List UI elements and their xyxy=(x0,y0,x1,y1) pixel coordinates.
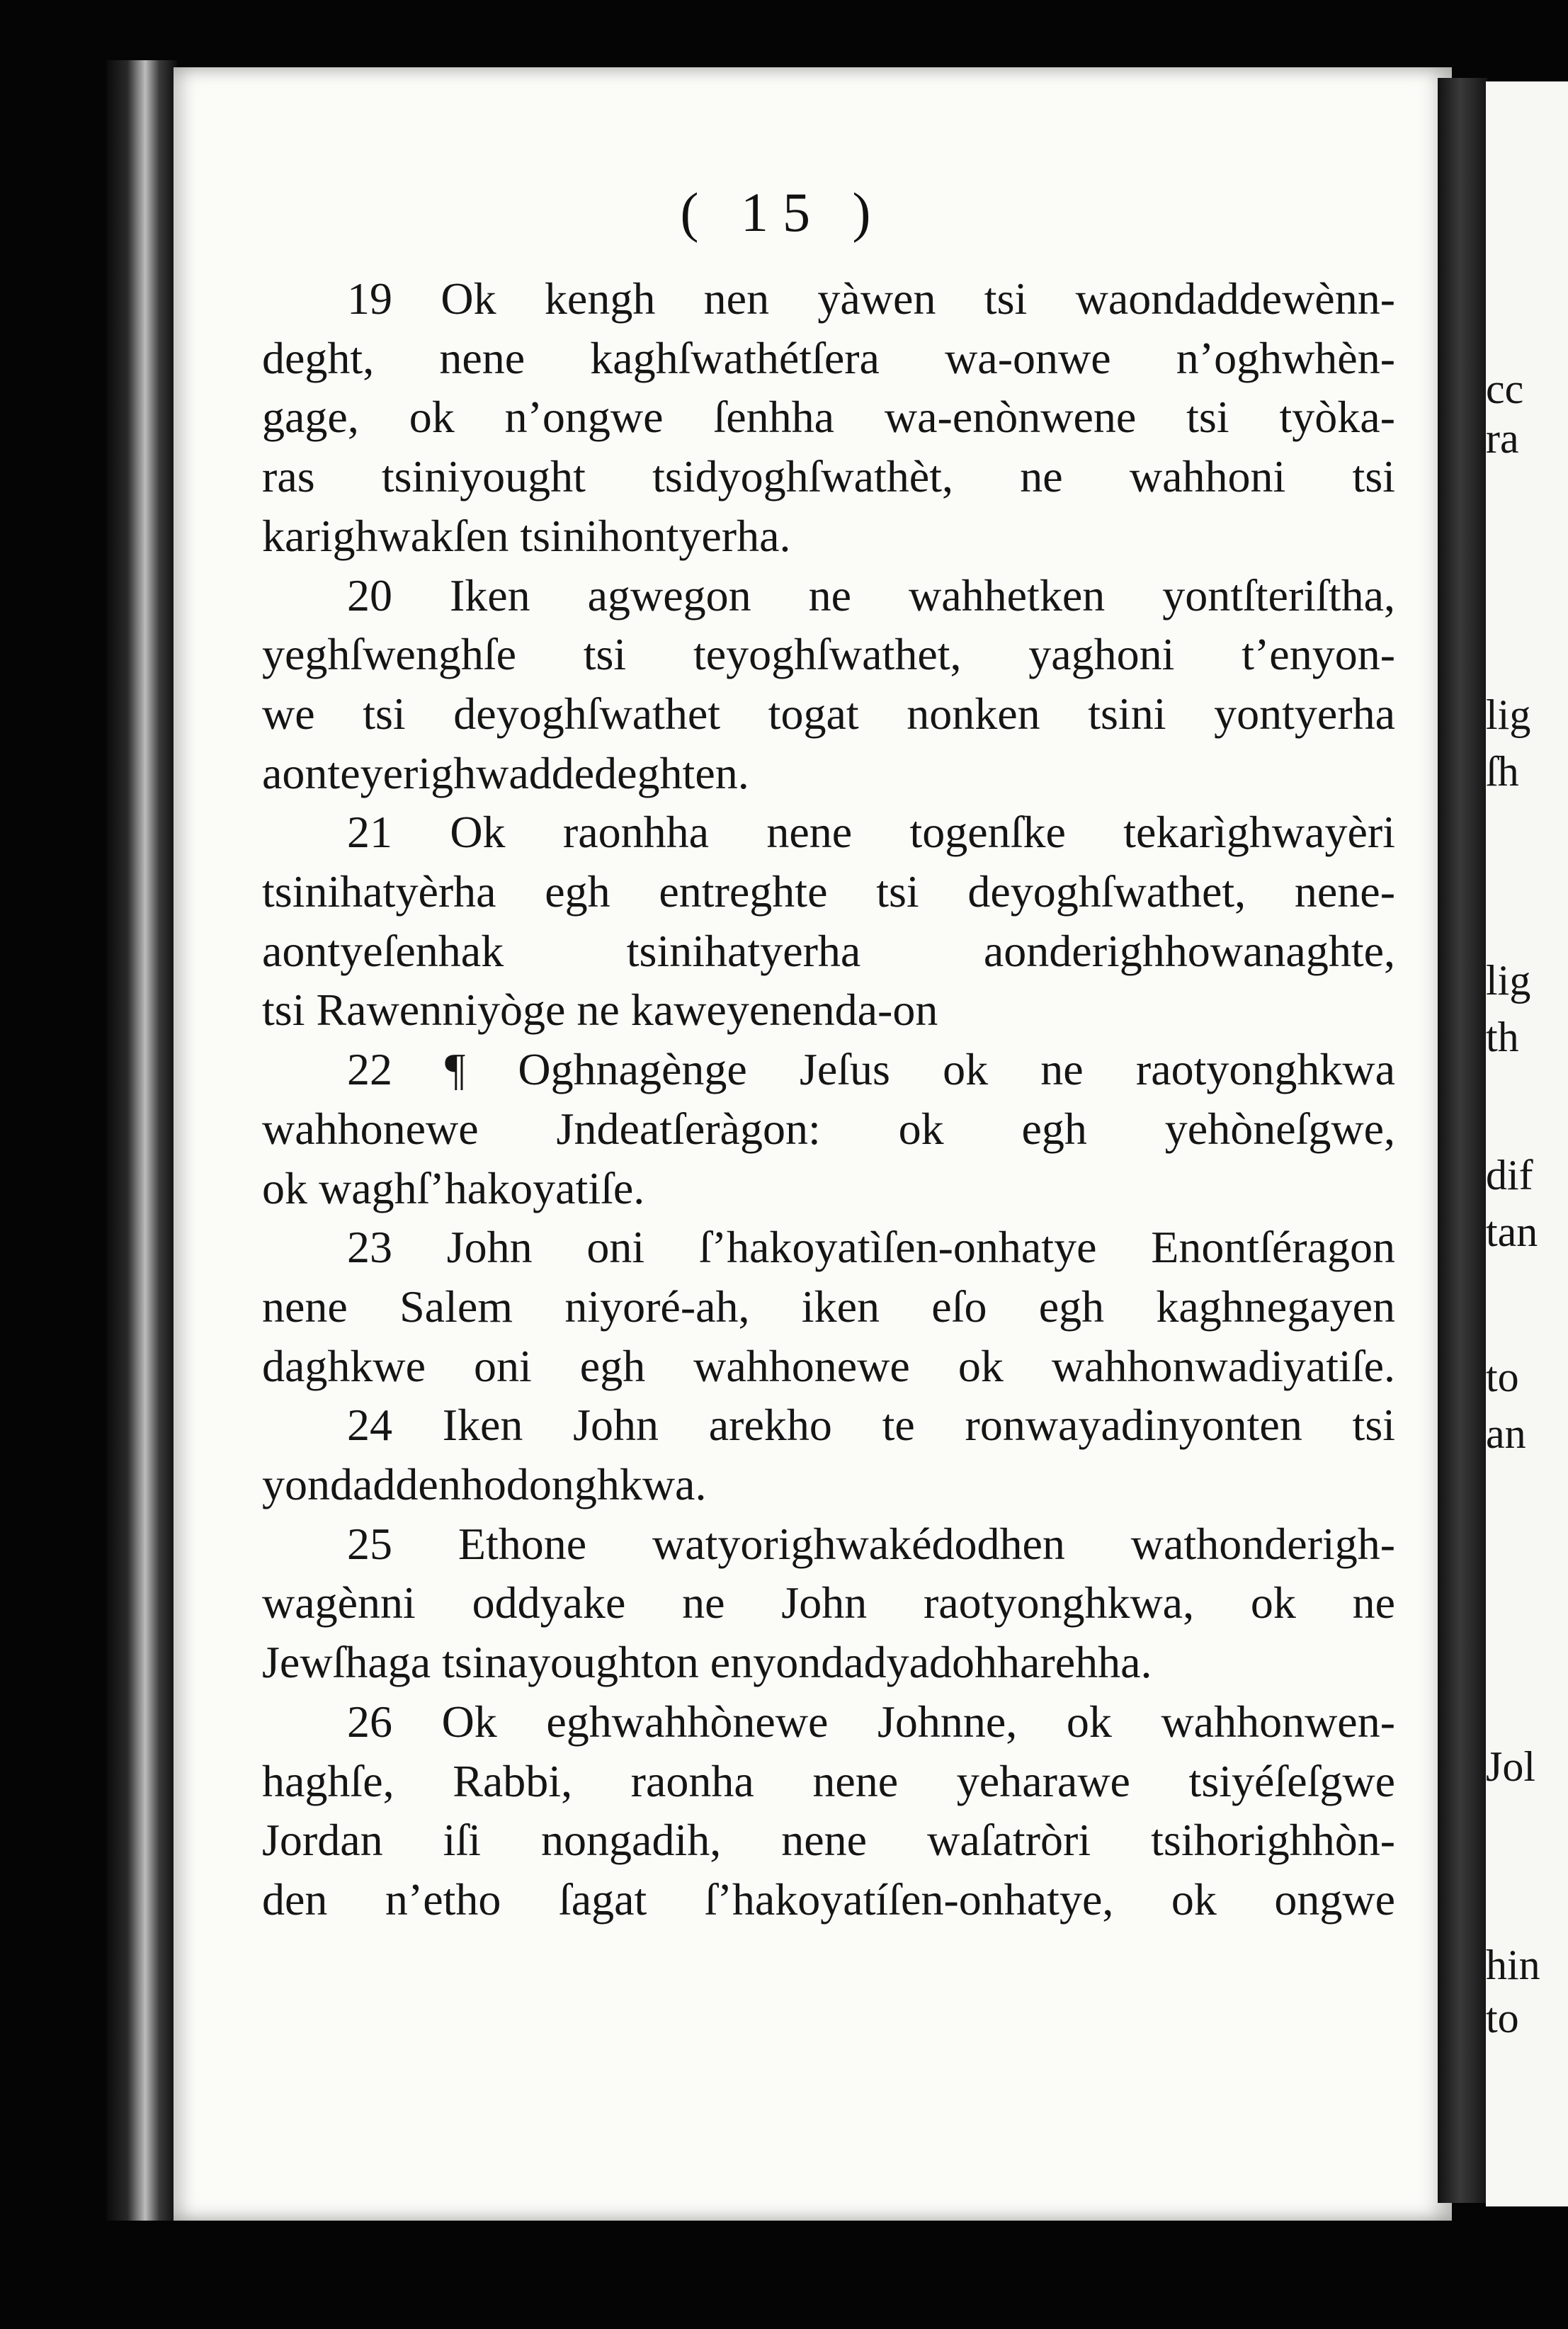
next-page-fragment: ra xyxy=(1486,415,1519,462)
next-page-fragment: lig xyxy=(1486,957,1531,1004)
next-page-fragment: ſh xyxy=(1486,748,1519,795)
text-line: aontyeſenhak tsinihatyerha aonderighhowanaghte, xyxy=(262,925,1395,976)
body-text xyxy=(262,269,1395,1930)
next-page-fragment: to xyxy=(1486,1995,1519,2041)
page-gutter xyxy=(1438,78,1487,2203)
text-line: 19 Ok kengh nen yàwen tsi waondaddewènn- xyxy=(347,273,1395,324)
next-page-fragment: an xyxy=(1486,1410,1526,1457)
text-line: nene Salem niyoré-ah, iken eſo egh kaghnegayen xyxy=(262,1281,1395,1332)
text-line: ok waghſ’hakoyatiſe. xyxy=(262,1162,645,1213)
text-line: 20 Iken agwegon ne wahhetken yontſteriſtha, xyxy=(347,570,1395,620)
text-line: aonteyerighwaddedeghten. xyxy=(262,747,749,798)
text-line: 24 Iken John arekho te ronwayadinyonten tsi xyxy=(347,1400,1395,1451)
text-line: Jordan iſi nongadih, nene waſatròri tsihorighhòn- xyxy=(262,1815,1395,1866)
text-line: yondaddenhodonghkwa. xyxy=(262,1459,707,1510)
next-page-fragment: dif xyxy=(1486,1152,1533,1198)
next-page-fragment: hin xyxy=(1486,1942,1540,1988)
text-line: we tsi deyoghſwathet togat nonken tsini yontyerha xyxy=(262,688,1395,739)
text-line: tsi Rawenniyòge ne kaweyenenda-on xyxy=(262,985,938,1036)
next-page-fragment: tan xyxy=(1486,1208,1538,1255)
next-page-fragment: Jol xyxy=(1486,1743,1536,1790)
page-number: ( 15 ) xyxy=(680,181,885,243)
text-line: wagènni oddyake ne John raotyonghkwa, ok ne xyxy=(262,1577,1395,1628)
text-line: den n’etho ſagat ſ’hakoyatíſen-onhatye, ok ongwe xyxy=(262,1874,1395,1925)
text-line: Jewſhaga tsinayoughton enyondadyadohharehha. xyxy=(262,1637,1152,1688)
next-page-fragment: th xyxy=(1486,1014,1519,1060)
text-line: tsinihatyèrha egh entreghte tsi deyoghſwathet, nene- xyxy=(262,866,1395,917)
text-line: 23 John oni ſ’hakoyatìſen-onhatye Enontſéragon xyxy=(347,1222,1395,1273)
text-line: 26 Ok eghwahhònewe Johnne, ok wahhonwen- xyxy=(347,1696,1395,1747)
text-line: wahhonewe Jndeatſeràgon: ok egh yehòneſgwe, xyxy=(262,1103,1395,1154)
next-page-fragment: lig xyxy=(1486,691,1531,738)
text-line: deght, nene kaghſwathétſera wa-onwe n’oghwhèn- xyxy=(262,332,1395,383)
text-line: yeghſwenghſe tsi teyoghſwathet, yaghoni t’enyon- xyxy=(262,629,1395,680)
next-page-fragment: to xyxy=(1486,1354,1519,1400)
text-line: karighwakſen tsinihontyerha. xyxy=(262,510,791,561)
next-page-fragment: cc xyxy=(1486,366,1524,412)
next-page-edge xyxy=(1486,81,1568,2206)
text-line: daghkwe oni egh wahhonewe ok wahhonwadiyatiſe. xyxy=(262,1340,1395,1391)
text-line: ras tsiniyought tsidyoghſwathèt, ne wahhoni tsi xyxy=(262,451,1395,502)
text-line: 25 Ethone watyorighwakédodhen wathonderigh- xyxy=(347,1518,1395,1569)
text-line: haghſe, Rabbi, raonha nene yeharawe tsiyéſeſgwe xyxy=(262,1755,1395,1806)
book-spine xyxy=(106,60,177,2221)
text-line: gage, ok n’ongwe ſenhha wa-enònwene tsi tyòka- xyxy=(262,392,1395,443)
text-line: 21 Ok raonhha nene togenſke tekarìghwayèri xyxy=(347,807,1395,858)
text-line: 22 ¶ Oghnagènge Jeſus ok ne raotyonghkwa xyxy=(347,1044,1395,1095)
